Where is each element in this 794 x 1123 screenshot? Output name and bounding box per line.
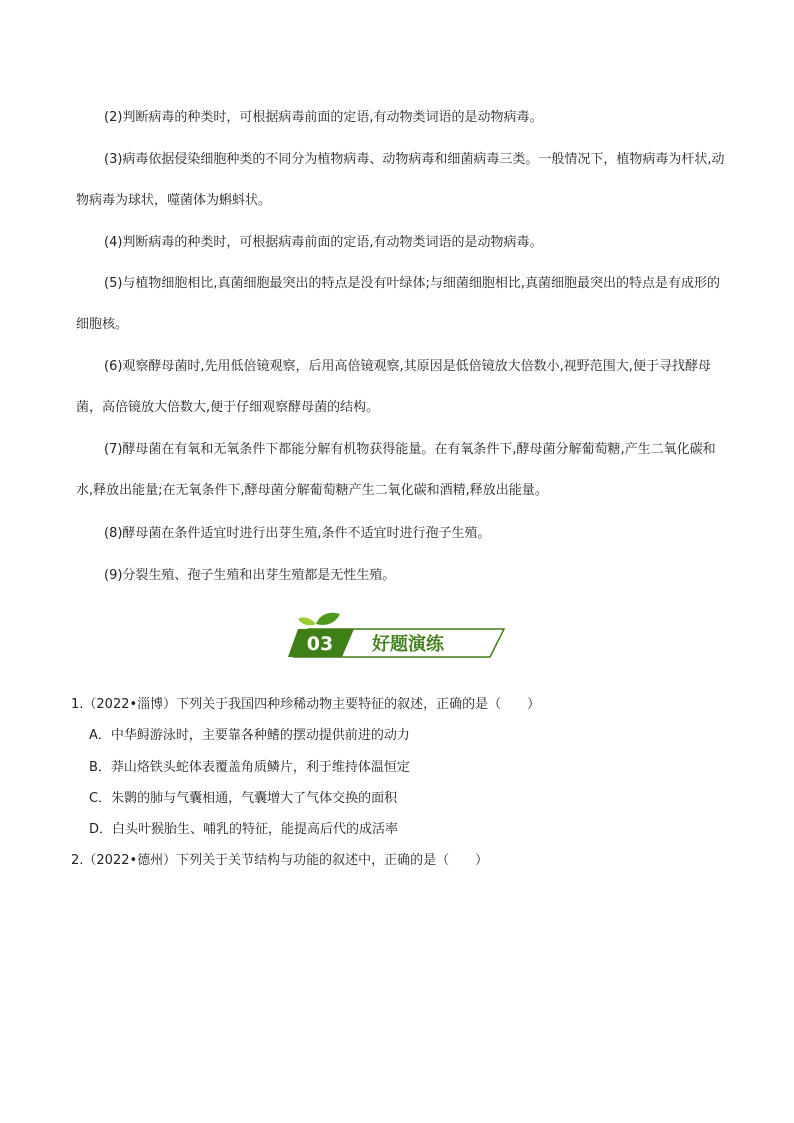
- leaf-dark-icon: [316, 613, 340, 625]
- question-2-stem: 2.（2022•德州）下列关于关节结构与功能的叙述中，正确的是（ ）: [71, 853, 489, 868]
- paragraph-5: (5)与植物细胞相比,真菌细胞最突出的特点是没有叶绿体;与细菌细胞相比,真菌细胞最突出的特点是有成形的细胞核。: [76, 276, 721, 332]
- section-number: 03: [306, 633, 334, 655]
- paragraph-3: (3)病毒依据侵染细胞种类的不同分为植物病毒、动物病毒和细菌病毒三类。一般情况下，植物病毒为杆状,动物病毒为球状，噬菌体为蝌蚪状。: [76, 152, 725, 208]
- section-title: 好题演练: [372, 634, 444, 655]
- paragraph-4: (4)判断病毒的种类时，可根据病毒前面的定语,有动物类词语的是动物病毒。: [104, 235, 543, 250]
- leaf-light-icon: [298, 617, 316, 625]
- paragraph-8: (8)酵母菌在条件适宜时进行出芽生殖,条件不适宜时进行孢子生殖。: [104, 526, 491, 541]
- question-1-stem: 1.（2022•淄博）下列关于我国四种珍稀动物主要特征的叙述，正确的是（ ）: [71, 697, 541, 712]
- question-1-option-b: B．莽山烙铁头蛇体表覆盖角质鳞片，利于维持体温恒定: [89, 760, 410, 775]
- paragraph-7: (7)酵母菌在有氧和无氧条件下都能分解有机物获得能量。在有氧条件下,酵母菌分解葡萄糖,产生二氧化碳和水,释放出能量;在无氧条件下,酵母菌分解葡萄糖产生二氧化碳和酒精,释放出能量。: [76, 442, 716, 498]
- paragraph-9: (9)分裂生殖、孢子生殖和出芽生殖都是无性生殖。: [104, 568, 396, 583]
- question-1-option-c: C．朱鹮的肺与气囊相通，气囊增大了气体交换的面积: [89, 791, 398, 806]
- question-1-option-d: D．白头叶猴胎生、哺乳的特征，能提高后代的成活率: [89, 822, 399, 837]
- question-1-option-a: A．中华鲟游泳时，主要靠各种鳍的摆动提供前进的动力: [89, 728, 410, 743]
- paragraph-2: (2)判断病毒的种类时，可根据病毒前面的定语,有动物类词语的是动物病毒。: [104, 110, 543, 125]
- section-badge: [286, 611, 506, 661]
- paragraph-6: (6)观察酵母菌时,先用低倍镜观察，后用高倍镜观察,其原因是低倍镜放大倍数小,视野范围大,便于寻找酵母菌，高倍镜放大倍数大,便于仔细观察酵母菌的结构。: [76, 359, 711, 415]
